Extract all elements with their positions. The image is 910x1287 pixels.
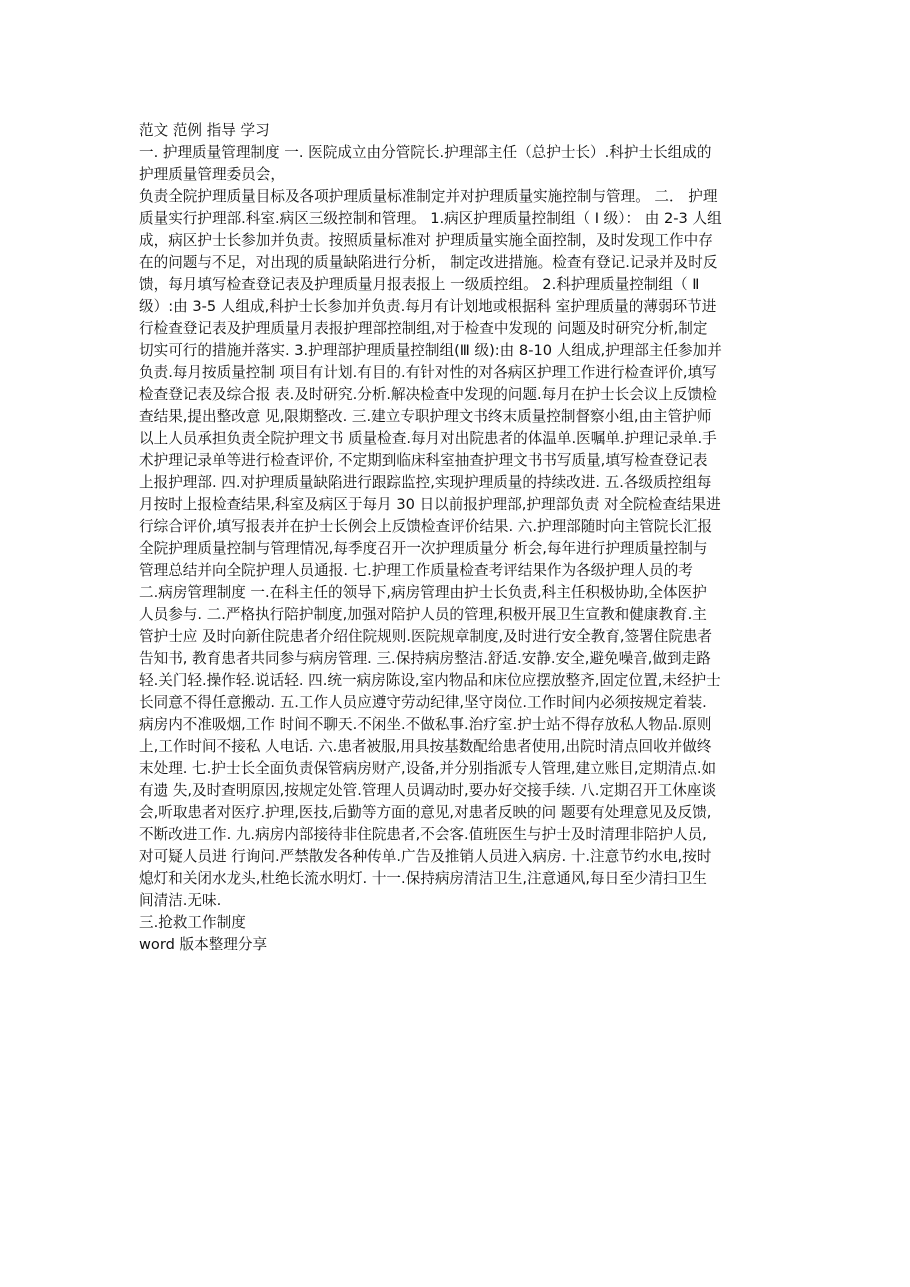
text-line: 不断改进工作. 九.病房内部接待非住院患者,不会客.值班医生与护士及时清理非陪护人员,	[139, 826, 707, 843]
text-line: 长同意不得任意搬动. 五.工作人员应遵守劳动纪律,坚守岗位.工作时间内必须按规定着装.	[139, 694, 707, 711]
section-heading: 三.抢救工作制度	[139, 914, 246, 931]
text-line: 行检查登记表及护理质量月表报护理部控制组,对于检查中发现的 问题及时研究分析,制定	[139, 320, 708, 337]
text-line: 上报护理部. 四.对护理质量缺陷进行跟踪监控,实现护理质量的持续改进. 五.各级质控组每	[139, 474, 712, 491]
text-line: 人员参与. 二.严格执行陪护制度,加强对陪护人员的管理,积极开展卫生宣教和健康教育.主	[139, 606, 707, 623]
text-line: 术护理记录单等进行检查评价, 不定期到临床科室抽查护理文书书写质量,填写检查登记表	[139, 452, 708, 469]
text-line: 质量实行护理部.科室.病区三级控制和管理。 1.病区护理质量控制组（ Ⅰ 级）： 由 2-3 人组	[139, 210, 722, 227]
text-line: 间清洁.无味.	[139, 892, 222, 909]
text-line: 末处理. 七.护士长全面负责保管病房财产,设备,并分别指派专人管理,建立账目,定期清点.如	[139, 760, 717, 777]
text-line: 负责全院护理质量目标及各项护理质量标准制定并对护理质量实施控制与管理。 二． 护理	[139, 188, 718, 205]
text-line: 上,工作时间不接私 人电话. 六.患者被服,用具按基数配给患者使用,出院时清点回收并做终	[139, 738, 712, 755]
text-line: 告知书, 教育患者共同参与病房管理. 三.保持病房整洁.舒适.安静.安全,避免噪音,做到走路	[139, 650, 711, 667]
text-line: 管护士应 及时向新住院患者介绍住院规则.医院规章制度,及时进行安全教育,签署住院患者	[139, 628, 713, 645]
text-line: 病房内不准吸烟,工作 时间不聊天.不闲坐.不做私事.治疗室.护士站不得存放私人物品.原则	[139, 716, 712, 733]
text-line: 成，病区护士长参加并负责。按照质量标准对 护理质量实施全面控制，及时发现工作中存	[139, 232, 713, 249]
header-line: 范文 范例 指导 学习	[139, 122, 270, 139]
text-line: 有遗 失,及时查明原因,按规定处管.管理人员调动时,要办好交接手续. 八.定期召开工休座谈	[139, 782, 717, 799]
text-line: 在的问题与不足，对出现的质量缺陷进行分析， 制定改进措施。检查有登记.记录并及时反	[139, 254, 718, 271]
footer-line: word 版本整理分享	[139, 936, 268, 953]
text-line: 检查登记表及综合报 表.及时研究.分析.解决检查中发现的问题.每月在护士长会议上反馈检	[139, 386, 717, 403]
text-line: 护理质量管理委员会，	[139, 166, 285, 183]
text-line: 一. 护理质量管理制度 一. 医院成立由分管院长.护理部主任（总护士长）.科护士长组成的	[139, 144, 712, 161]
text-line: 会,听取患者对医疗.护理,医技,后勤等方面的意见,对患者反映的问 题要有处理意见及反馈,	[139, 804, 712, 821]
text-line: 管理总结并向全院护理人员通报. 七.护理工作质量检查考评结果作为各级护理人员的考	[139, 562, 693, 579]
text-line: 熄灯和关闭水龙头,杜绝长流水明灯. 十一.保持病房清洁卫生,注意通风,每日至少清扫卫生	[139, 870, 707, 887]
text-line: 切实可行的措施并落实. 3.护理部护理质量控制组(Ⅲ 级):由 8-10 人组成,护理部主任参加并	[139, 342, 722, 359]
text-line: 行综合评价,填写报表并在护士长例会上反馈检查评价结果. 六.护理部随时向主管院长汇报	[139, 518, 713, 535]
document-page	[139, 120, 779, 956]
text-line: 负责.每月按质量控制 项目有计划.有目的.有针对性的对各病区护理工作进行检查评价,填写	[139, 364, 717, 381]
text-line: 对可疑人员进 行询问.严禁散发各种传单.广告及推销人员进入病房. 十.注意节约水电,按时	[139, 848, 712, 865]
text-line: 级）:由 3-5 人组成,科护士长参加并负责.每月有计划地或根据科 室护理质量的薄弱环节进	[139, 298, 717, 315]
text-line: 二.病房管理制度 一.在科主任的领导下,病房管理由护士长负责,科主任积极协助,全体医护	[139, 584, 707, 601]
text-line: 月按时上报检查结果,科室及病区于每月 30 日以前报护理部,护理部负责 对全院检查结果进	[139, 496, 721, 513]
text-line: 全院护理质量控制与管理情况,每季度召开一次护理质量分 析会,每年进行护理质量控制与	[139, 540, 708, 557]
text-line: 以上人员承担负责全院护理文书 质量检查.每月对出院患者的体温单.医嘱单.护理记录单.手	[139, 430, 717, 447]
text-line: 轻.关门轻.操作轻.说话轻. 四.统一病房陈设,室内物品和床位应摆放整齐,固定位置,未经护士	[139, 672, 721, 689]
text-line: 馈，每月填写检查登记表及护理质量月报表报上 一级质控组。 2.科护理质量控制组（ Ⅱ	[139, 276, 700, 293]
text-line: 查结果,提出整改意 见,限期整改. 三.建立专职护理文书终末质量控制督察小组,由主管护师	[139, 408, 712, 425]
